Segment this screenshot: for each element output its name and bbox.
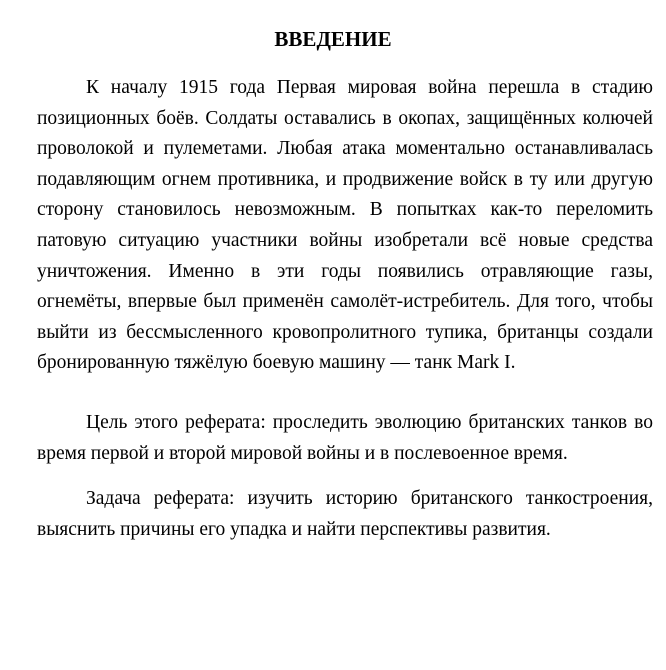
page-title: ВВЕДЕНИЕ bbox=[274, 27, 392, 51]
intro-paragraph: К началу 1915 года Первая мировая война перешла в стадию позиционных боёв. Солдаты оставались в окопах, защищённых колючей проволокой и пулеметами. Любая атака моментально останавливалась подавляющим огнем противника, и продвижение войск в ту или другую сторону становилось невозможным. В попытках как-то переломить патовую ситуацию участники войны изобретали всё новые средства уничтожения. Именно в эти годы появились отравляющие газы, огнемёты, впервые был применён самолёт-истребитель. Для того, чтобы выйти из бессмысленного кровопролитного тупика, британцы создали бронированную тяжёлую боевую машину — танк Mark I. bbox=[37, 77, 653, 374]
task-paragraph: Задача реферата: изучить историю британского танкостроения, выяснить причины его упадка и найти перспективы развития. bbox=[37, 488, 653, 540]
goal-paragraph: Цель этого реферата: проследить эволюцию британских танков во время первой и второй мировой войны и в послевоенное время. bbox=[37, 412, 653, 464]
